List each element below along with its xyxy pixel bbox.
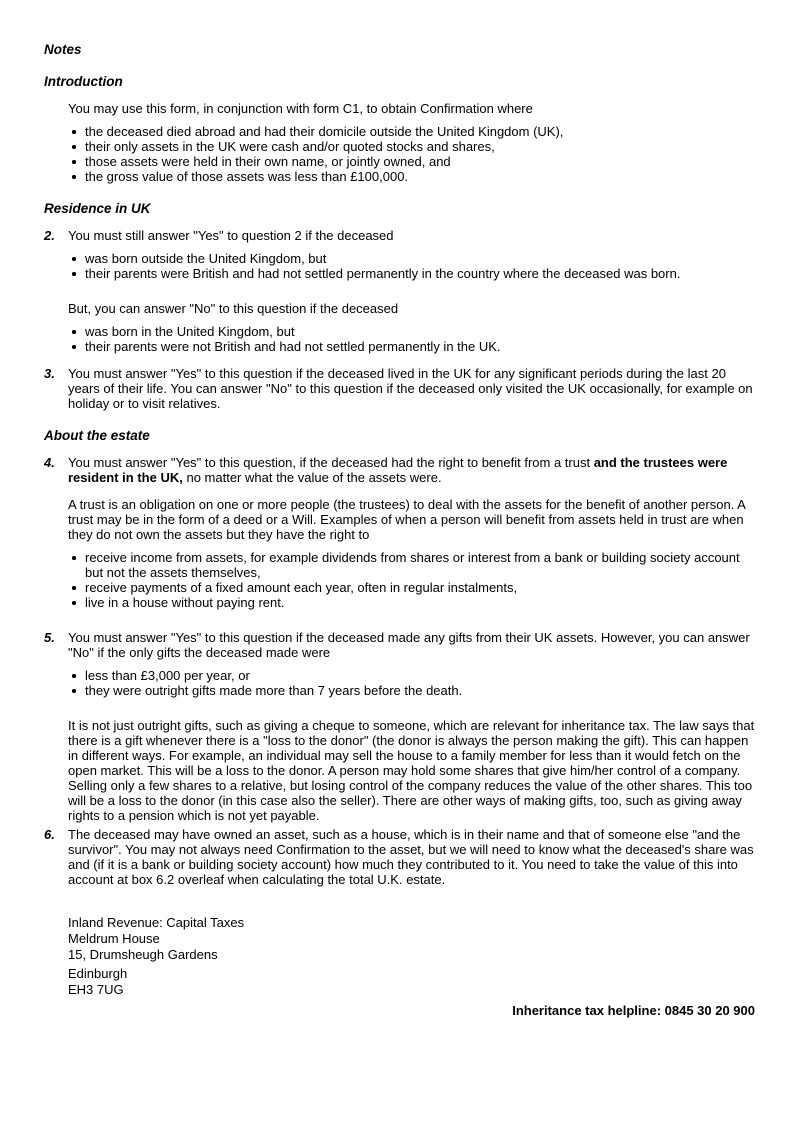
- item-number: 2.: [44, 228, 55, 243]
- text-segment: You may use this form, in conjunction with form C1, to obtain Confirmation where: [68, 101, 533, 116]
- address-line: 15, Drumsheugh Gardens: [68, 947, 218, 962]
- bullet-item: less than £3,000 per year, or: [68, 668, 756, 683]
- bullet-item: the gross value of those assets was less than £100,000.: [68, 169, 756, 184]
- bullet-list: [68, 550, 756, 610]
- bullet-list: [68, 324, 756, 354]
- bullet-item: they were outright gifts made more than 7 years before the death.: [68, 683, 756, 698]
- bold-text: and the trustees were resident in the UK,: [68, 455, 728, 485]
- text-segment: It is not just outright gifts, such as giving a cheque to someone, which are relevant for inheritance tax. The law says that there is a gift whenever there is a "loss to the donor" (the donor is always the person making the gift). This can happen in different ways. For example, an individual may sell the house to a family member for less than it would fetch on the open market. This will be a loss to the donor. A person may hold some shares that give him/her control of a company. Selling only a few shares to a relative, but losing control of the company reduces the value of the other shares. This too will be a loss to the donor (in this case also the seller). There are other ways of making gifts, too, such as giving away rights to a pension which is not yet payable.: [68, 718, 755, 823]
- address-line: Edinburgh: [68, 966, 128, 981]
- item-number: 3.: [44, 366, 55, 381]
- paragraph: [68, 101, 756, 116]
- text-segment: A trust is an obligation on one or more people (the trustees) to deal with the assets for the benefit of another person. A trust may be in the form of a deed or a Will. Examples of when a person will benefit from assets held in trust are when they do not own the assets but they have the right to: [68, 497, 746, 542]
- bullet-item: the deceased died abroad and had their domicile outside the United Kingdom (UK),: [68, 124, 756, 139]
- section: [44, 428, 756, 887]
- text-segment: You must still answer "Yes" to question 2 if the deceased: [68, 228, 394, 243]
- bullet-item: their parents were British and had not settled permanently in the country where the deceased was born.: [68, 266, 756, 281]
- item-number: 4.: [44, 455, 55, 470]
- address-line: Meldrum House: [68, 931, 160, 946]
- address-block: [68, 915, 756, 998]
- text-segment: But, you can answer "No" to this question if the deceased: [68, 301, 399, 316]
- numbered-item: [44, 630, 756, 660]
- section-heading: Introduction: [44, 74, 123, 89]
- address-line: EH3 7UG: [68, 982, 124, 997]
- page-title: Notes: [44, 42, 82, 57]
- section: [44, 74, 756, 184]
- section: [44, 201, 756, 411]
- text-segment: You must answer "Yes" to this question if the deceased lived in the UK for any significant periods during the last 20 years of their life. You can answer "No" to this question if the deceased only visited the UK occasionally, for example on holiday or to visit relatives.: [68, 366, 753, 411]
- bullet-list: [68, 668, 756, 698]
- bullet-item: their parents were not British and had not settled permanently in the UK.: [68, 339, 756, 354]
- bullet-list: [68, 124, 756, 184]
- text-segment: You must answer "Yes" to this question, if the deceased had the right to benefit from a trust: [68, 455, 594, 470]
- numbered-item: [44, 228, 756, 243]
- text-segment: You must answer "Yes" to this question if the deceased made any gifts from their UK assets. However, you can answer "No" if the only gifts the deceased made were: [68, 630, 750, 660]
- bullet-item: live in a house without paying rent.: [68, 595, 756, 610]
- item-number: 6.: [44, 827, 55, 842]
- bullet-list: [68, 251, 756, 281]
- helpline: Inheritance tax helpline: 0845 30 20 900: [512, 1003, 755, 1018]
- sections: [44, 74, 756, 887]
- numbered-item: [44, 366, 756, 411]
- text-segment: The deceased may have owned an asset, such as a house, which is in their name and that of someone else "and the survivor". You may not always need Confirmation to the asset, but we will need to know what the deceased's share was and (if it is a bank or building society account) how much they contributed to it. You need to take the value of this into account at box 6.2 overleaf when calculating the total U.K. estate.: [68, 827, 754, 887]
- bullet-item: receive income from assets, for example dividends from shares or interest from a bank or building society account but not the assets themselves,: [68, 550, 756, 580]
- bullet-item: was born in the United Kingdom, but: [68, 324, 756, 339]
- section-heading: About the estate: [44, 428, 150, 443]
- paragraph: [68, 301, 756, 316]
- text-segment: no matter what the value of the assets were.: [182, 470, 442, 485]
- numbered-item: [44, 827, 756, 887]
- paragraph: [68, 497, 756, 542]
- numbered-item: [44, 455, 756, 485]
- section-heading: Residence in UK: [44, 201, 151, 216]
- paragraph: [68, 718, 756, 823]
- item-number: 5.: [44, 630, 55, 645]
- address-line: Inland Revenue: Capital Taxes: [68, 915, 245, 930]
- bullet-item: was born outside the United Kingdom, but: [68, 251, 756, 266]
- bullet-item: their only assets in the UK were cash and/or quoted stocks and shares,: [68, 139, 756, 154]
- bullet-item: receive payments of a fixed amount each year, often in regular instalments,: [68, 580, 756, 595]
- bullet-item: those assets were held in their own name, or jointly owned, and: [68, 154, 756, 169]
